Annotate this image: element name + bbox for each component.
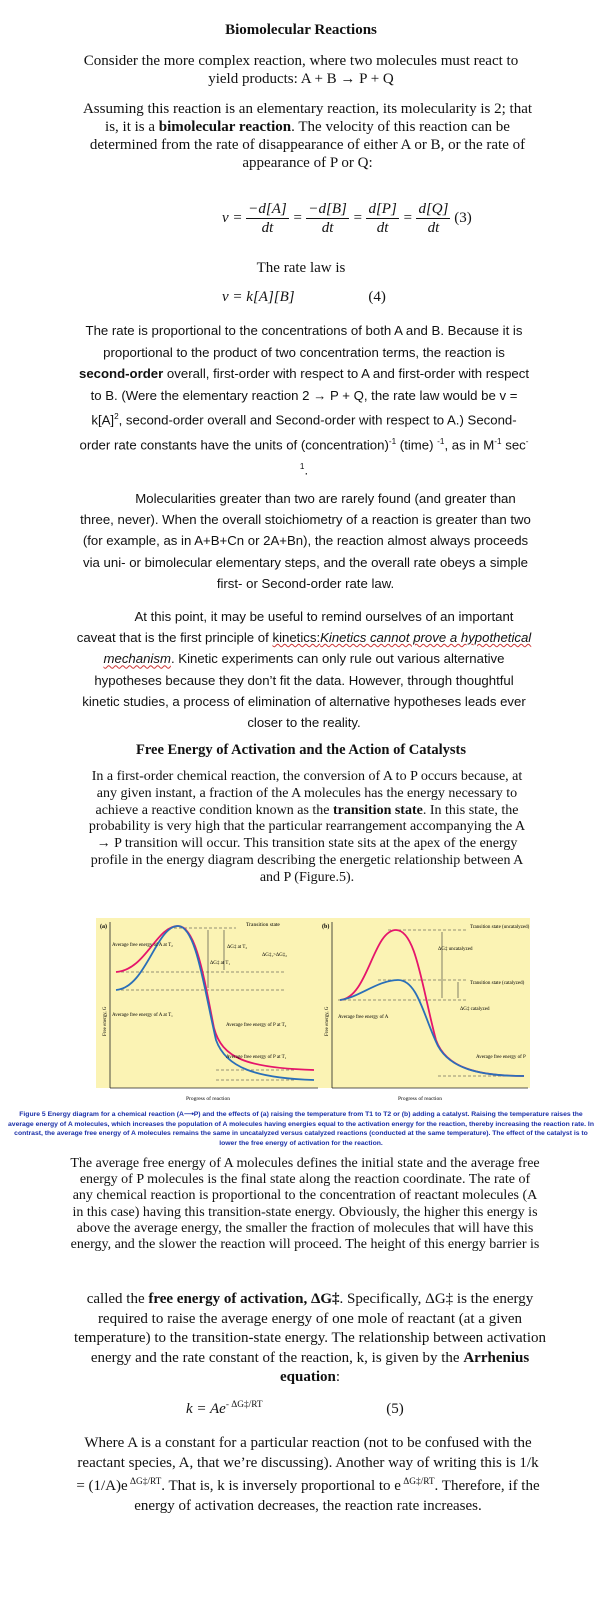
panel-a-avg-p-t2-label: Average free energy of P at T₂: [226, 1023, 287, 1028]
eq3-term-b: $\frac{-d[B]}{dt}$: [308, 201, 347, 236]
panel-b-ts-cat-label: Transition state (catalyzed): [470, 981, 525, 986]
panel-a-avg-a-t1-label: Average free energy of A at T₁: [112, 1013, 173, 1018]
eq3-term-q: $\frac{d[Q]}{dt}$: [418, 201, 449, 236]
panel-b-x-axis-label: Progress of reaction: [398, 1096, 442, 1102]
equation-5-arrhenius: $k = Ae^{- \Delta G\ddagger/RT}$ (5): [186, 1400, 404, 1417]
page-title: Biomolecular Reactions: [225, 22, 377, 38]
panel-b-avg-p-label: Average free energy of P: [476, 1055, 526, 1060]
molecularity-paragraph: Molecularities greater than two are rarely found (and greater than three, never). When the overall stoichiometry of a reaction is greater than two (for example, as in A+B+Cn or 2A+Bn), the reaction almost always proceeds via uni- or bimolecular elementary steps, and the overall rate obeys a simple first- or Second-order rate law.: [80, 491, 531, 591]
panel-b-dg-cat-label: ΔG‡ catalyzed: [460, 1007, 490, 1012]
intro-paragraph: Consider the more complex reaction, where two molecules must react to yield products: A + B → P + Q: [83, 53, 519, 87]
average-free-energy-paragraph: The average free energy of A molecules defines the initial state and the average free energy of P molecules is the final state along the reaction coordinate. The rate of any chemical reaction is proportional to the concentration of reactant molecules (A in this case) having this transition-state energy. Obviously, the higher this energy is above the average energy, the smaller the fraction of molecules that will have this energy, and the slower the reaction will proceed. The height of this energy barrier is: [70, 1156, 540, 1253]
panel-b-y-axis-label: Free energy, G: [325, 1006, 330, 1036]
kinetics-caveat-paragraph: At this point, it may be useful to remind ourselves of an important caveat that is the first principle of kinetics:Kinetics cannot prove a hypothetical mechanism. Kinetic experiments can only rule out various alternative hypotheses because they don’t fit the data. However, through thoughtful kinetic studies, a process of elimination of alternative hypotheses leads ever closer to the reality.: [76, 609, 532, 731]
figure-5a-energy-diagram: [96, 918, 320, 1108]
panel-a-dg-t1-label: ΔG‡ at T₁: [210, 961, 231, 966]
eq3-term-p: $\frac{d[P]}{dt}$: [368, 201, 397, 236]
panel-a-y-axis-label: Free energy, G: [103, 1006, 108, 1036]
figure-5b-energy-diagram: [318, 918, 530, 1108]
figure-5-caption: Figure 5 Energy diagram for a chemical reaction (A⟶P) and the effects of (a) raising the temperature from T1 to T2 or (b) adding a catalyst. Raising the temperature raises the average energy of A molecules, which increases the population of A molecules having energies equal to the activation energy for the reaction, thereby increasing the reaction rate. In contrast, the average free energy of A molecules remains the same in uncatalyzed versus catalyzed reactions (conducted at the same temperature). The effect of the catalyst is to lower the free energy of activation for the reaction.: [8, 1111, 594, 1147]
bimolecular-paragraph: Assuming this reaction is an elementary reaction, its molecularity is 2; that is, it is a bimolecular reaction. The velocity of this reaction can be determined from the rate of disappearance of either A or B, or the rate of appearance of P or Q:: [82, 101, 533, 171]
activation-energy-paragraph: called the free energy of activation, ΔG‡. Specifically, ΔG‡ is the energy required to raise the average energy of one mole of reactant (at a given temperature) to the transition-state energy. The relationship between activation energy and the rate constant of the reaction, k, is given by the Arrhenius equation:: [73, 1291, 547, 1385]
equation-3: v = $\frac{-d[A]}{dt}$ = $\frac{-d[B]}{dt}$ = $\frac{d[P]}{dt}$ = $\frac{d[Q]}{dt}$ (3): [222, 201, 472, 236]
section-title-free-energy: Free Energy of Activation and the Action of Catalysts: [136, 742, 466, 758]
rate-proportional-paragraph: The rate is proportional to the concentrations of both A and B. Because it is proportional to the product of two concentration terms, the reaction is second-order overall, first-order with respect to A and first-order with respect to B. (Were the elementary reaction 2 → P + Q, the rate law would be $v = k[A]^2$, second-order overall and Second-order with respect to A.) Second-order rate constants have the units of (concentration)$^{-1}$ (time) $^{-1}$, as in $M^{-1}$ $\sec^{-1}$.: [78, 323, 529, 478]
panel-b-dg-uncat-label: ΔG‡ uncatalyzed: [438, 947, 473, 952]
panel-a-dg-compare-label: ΔG‡₁>ΔG‡₂: [262, 953, 287, 958]
equation-4: v = k[A][B] (4): [222, 289, 386, 305]
panel-b-ts-uncat-label: Transition state (uncatalyzed): [470, 925, 530, 930]
rate-law-label: The rate law is: [256, 260, 346, 276]
panel-a-x-axis-label: Progress of reaction: [186, 1096, 230, 1102]
panel-b-label: (b): [322, 924, 330, 930]
transition-state-paragraph: In a first-order chemical reaction, the conversion of A to P occurs because, at any given instant, a fraction of the A molecules has the energy necessary to achieve a reactive condition known as the transition state. In this state, the probability is very high that the particular rearrangement accompanying the A → P transition will occur. This transition state sits at the apex of the energy profile in the energy diagram describing the energetic relationship between A and P (Figure.5).: [88, 769, 526, 885]
arrhenius-explanation-paragraph: Where A is a constant for a particular reaction (not to be confused with the reactant species, A, that we’re discussing). Another way of writing this is 1/k = (1/A)e $^{\Delta G\ddagger/RT}$. That is, k is inversely proportional to e $^{\Delta G\ddagger/RT}$. Therefore, if the energy of activation decreases, the reaction rate increases.: [76, 1435, 540, 1514]
eq3-term-a: $\frac{-d[A]}{dt}$: [248, 201, 287, 236]
panel-a-dg-t2-label: ΔG‡ at T₂: [227, 945, 248, 950]
panel-b-avg-a-label: Average free energy of A: [338, 1015, 389, 1020]
panel-a-avg-a-t2-label: Average free energy of A at T₂: [112, 943, 173, 948]
panel-a-transition-label: Transition state: [246, 922, 280, 928]
panel-a-label: (a): [100, 924, 107, 930]
panel-a-avg-p-t1-label: Average free energy of P at T₁: [226, 1055, 287, 1060]
